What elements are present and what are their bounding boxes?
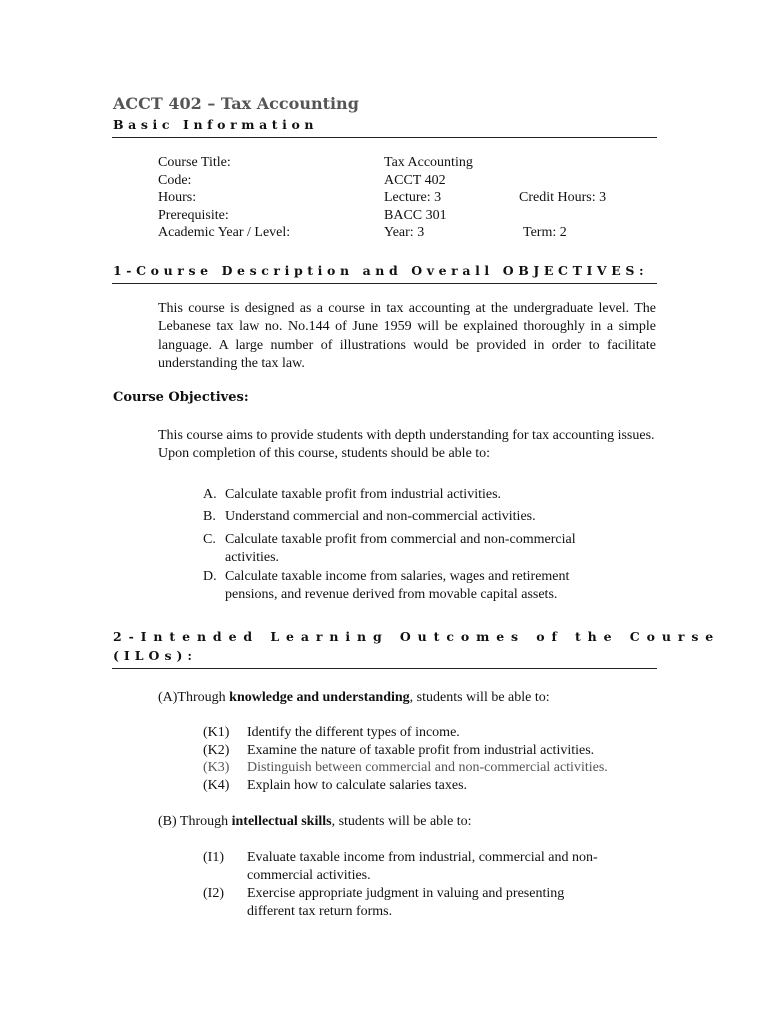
section-2-heading-continued: (ILOs): xyxy=(113,648,198,663)
info-value: Lecture: 3 xyxy=(384,190,442,206)
list-item xyxy=(203,759,653,777)
info-label: Academic Year / Level: xyxy=(158,225,291,241)
divider xyxy=(112,137,657,138)
section-2-heading: 2-Intended Learning Outcomes of the Course xyxy=(113,629,721,644)
info-term: Term: 2 xyxy=(523,225,567,241)
ilo-knowledge-list xyxy=(203,724,653,794)
course-objectives-heading: Course Objectives: xyxy=(113,390,249,405)
list-item-text: Distinguish between commercial and non-commercial activities. xyxy=(247,760,608,776)
list-item xyxy=(203,885,613,920)
info-value: Tax Accounting xyxy=(384,155,473,170)
intro-prefix: (B) Through xyxy=(158,814,232,829)
list-item-text: Evaluate taxable income from industrial, commercial and non-commercial activities. xyxy=(247,850,598,883)
section-1-heading: 1-Course Description and Overall OBJECTIVES: xyxy=(113,263,649,278)
ilo-intellectual-list xyxy=(203,849,613,920)
course-description: This course is designed as a course in tax accounting at the undergraduate level. The Lebanese tax law no. No.144 of June 1959 will be explained thoroughly in a simple language. A large number of illustrations would be provided in order to facilitate understanding the tax law. xyxy=(158,301,656,372)
objectives-list xyxy=(203,486,623,604)
intro-suffix: , students will be able to: xyxy=(331,814,472,829)
list-marker: D. xyxy=(203,568,217,584)
list-marker: (I2) xyxy=(203,886,224,902)
list-item xyxy=(203,742,653,760)
list-item-text: Calculate taxable income from salaries, wages and retirement pensions, and revenue derived from movable capital assets. xyxy=(225,568,570,603)
list-item xyxy=(203,724,653,742)
list-marker: (K3) xyxy=(203,760,230,776)
list-marker: A. xyxy=(203,487,217,502)
info-value: BACC 301 xyxy=(384,207,447,223)
list-marker: B. xyxy=(203,509,216,525)
list-item xyxy=(203,508,623,526)
list-marker: C. xyxy=(203,531,216,547)
list-item xyxy=(203,486,623,504)
list-item xyxy=(203,777,653,795)
ilo-group-b-intro xyxy=(158,813,472,831)
divider xyxy=(112,283,657,284)
intro-emphasis: intellectual skills xyxy=(231,814,332,829)
objectives-intro: This course aims to provide students with depth understanding for tax accounting issues. Upon completion of this course, students should be able to: xyxy=(158,428,655,462)
intro-emphasis: knowledge and understanding xyxy=(229,690,410,705)
list-marker: (I1) xyxy=(203,850,224,865)
info-label: Prerequisite: xyxy=(158,207,229,223)
list-marker: (K4) xyxy=(203,777,230,793)
list-item xyxy=(203,849,613,884)
info-value: ACCT 402 xyxy=(384,172,446,188)
list-item-text: Explain how to calculate salaries taxes. xyxy=(247,777,468,793)
list-item-text: Understand commercial and non-commercial activities. xyxy=(225,509,536,525)
list-item-text: Calculate taxable profit from industrial activities. xyxy=(225,487,502,502)
list-marker: (K1) xyxy=(203,725,230,740)
list-item-text: Calculate taxable profit from commercial and non-commercial activities. xyxy=(225,531,576,566)
list-item-text: Examine the nature of taxable profit from industrial activities. xyxy=(247,742,595,758)
list-item-text: Exercise appropriate judgment in valuing and presenting different tax return forms. xyxy=(247,886,565,919)
info-label: Code: xyxy=(158,172,192,188)
intro-suffix: , students will be able to: xyxy=(409,690,550,705)
list-marker: (K2) xyxy=(203,742,230,758)
section-basic-information-heading: Basic Information xyxy=(113,117,319,132)
intro-prefix: (A)Through xyxy=(158,690,230,705)
info-label: Course Title: xyxy=(158,155,231,170)
info-label: Hours: xyxy=(158,190,197,206)
info-credit-hours: Credit Hours: 3 xyxy=(519,190,607,206)
divider xyxy=(112,668,657,669)
info-value: Year: 3 xyxy=(384,225,425,241)
course-title: ACCT 402 – Tax Accounting xyxy=(113,94,359,113)
ilo-group-a-intro xyxy=(158,689,550,707)
list-item-text: Identify the different types of income. xyxy=(247,725,460,740)
list-item xyxy=(203,568,623,605)
list-item xyxy=(203,531,623,568)
